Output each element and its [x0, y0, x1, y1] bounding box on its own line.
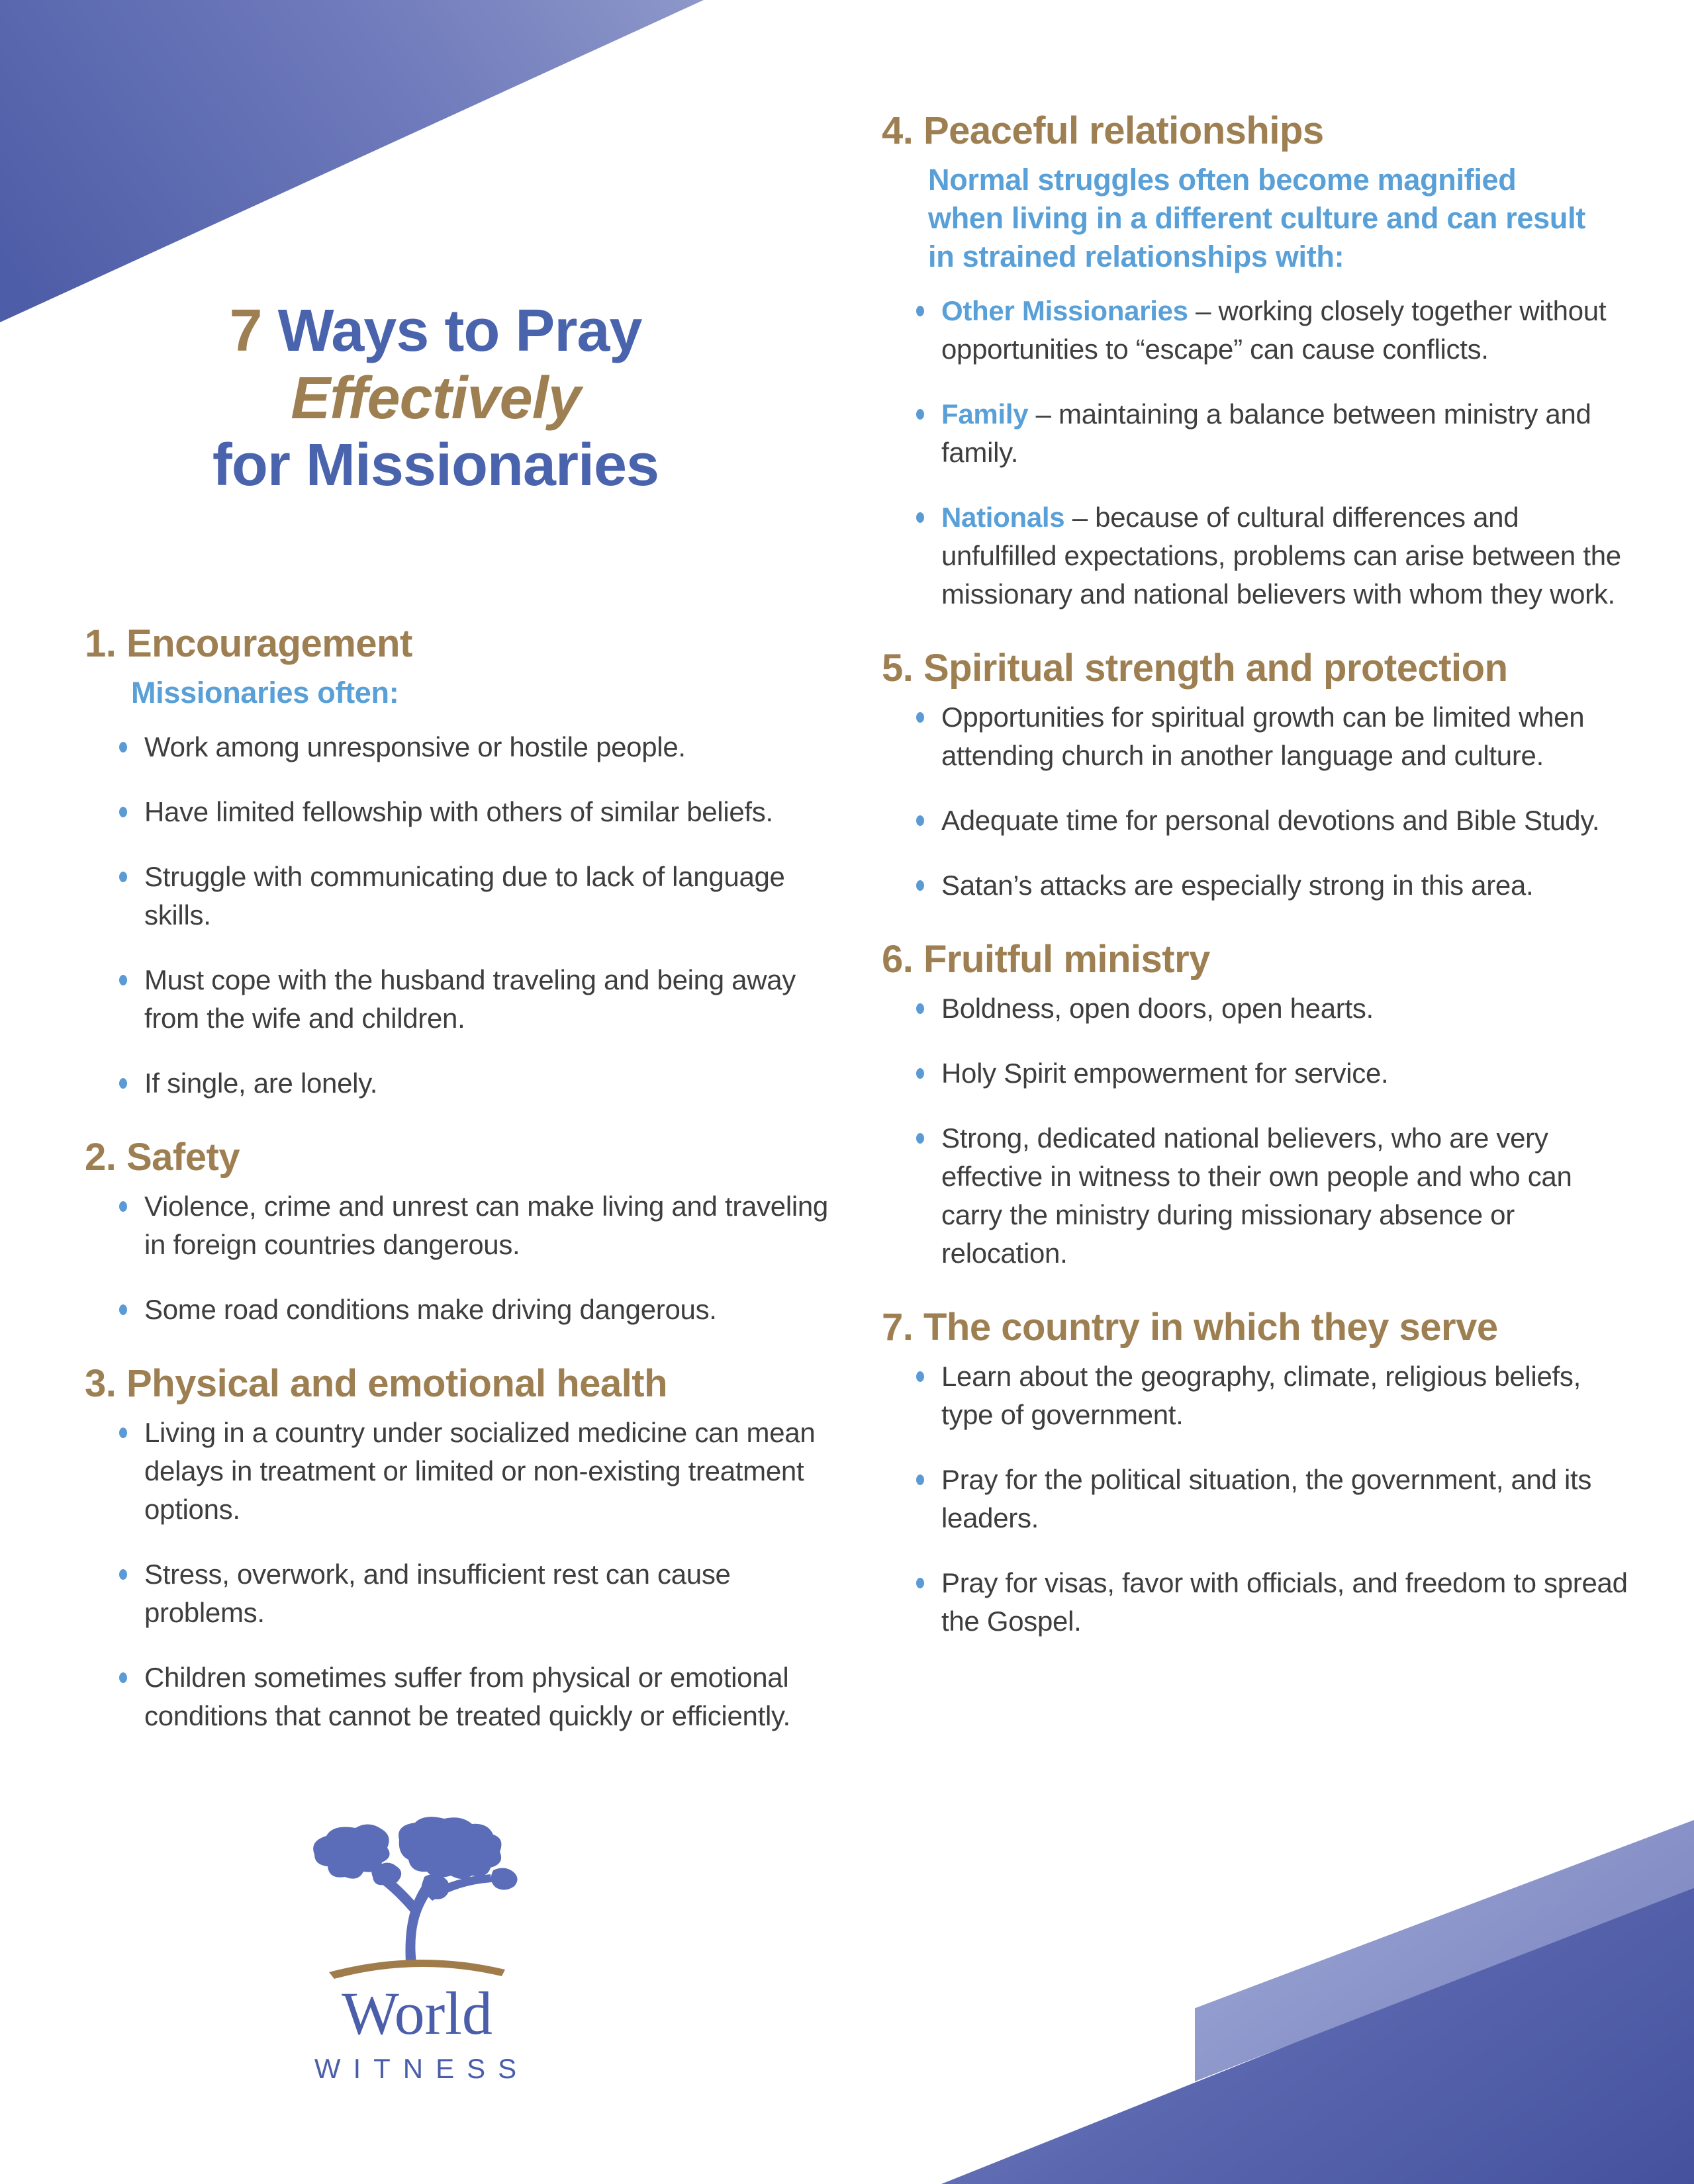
- bullet-item: [85, 1659, 849, 1735]
- bullet-text: Satan’s attacks are especially strong in this area.: [941, 870, 1534, 901]
- bullet-item: [85, 1291, 849, 1329]
- section-fruitful-ministry: [882, 938, 1630, 1273]
- section-header: 2. Safety: [85, 1136, 240, 1179]
- bullet-item: [85, 961, 849, 1038]
- bullet-text: Holy Spirit empowerment for service.: [941, 1058, 1389, 1089]
- bullet-text: Family – maintaining a balance between ministry and family.: [941, 398, 1591, 469]
- section-encouragement: [85, 622, 849, 1103]
- section-safety: [85, 1136, 849, 1329]
- logo-subname: WITNESS: [314, 2052, 530, 2084]
- bullet-text: Other Missionaries – working closely together without opportunities to “escape” can cause conflicts.: [941, 295, 1607, 365]
- right-column: [882, 109, 1630, 1641]
- bullet-item: [85, 1187, 849, 1264]
- bullet-item: [882, 395, 1630, 472]
- bullet-dot-icon: [916, 1003, 924, 1014]
- bullet-item: [882, 1564, 1630, 1641]
- section-header: 3. Physical and emotional health: [85, 1362, 668, 1406]
- bullet-item: [882, 1119, 1630, 1273]
- bullet-dot-icon: [916, 815, 924, 826]
- title-line-1-text: Ways to Pray: [261, 298, 642, 364]
- title-line-3: for Missionaries: [212, 432, 659, 499]
- bullet-text: Children sometimes suffer from physical or emotional conditions that cannot be treated quickly or efficiently.: [144, 1662, 790, 1732]
- bullet-item: [85, 1555, 849, 1632]
- bullet-item: [882, 1461, 1630, 1537]
- bullet-item: [882, 801, 1630, 840]
- bullet-dot-icon: [916, 880, 924, 891]
- bullet-dot-icon: [916, 712, 924, 723]
- organization-logo: [258, 1813, 576, 2085]
- bullet-item: [85, 1414, 849, 1529]
- bullet-dot-icon: [916, 1475, 924, 1485]
- bullet-text: Pray for the political situation, the government, and its leaders.: [941, 1464, 1592, 1534]
- bullet-item: [882, 1054, 1630, 1093]
- bullet-text: Must cope with the husband traveling and being away from the wife and children.: [144, 964, 796, 1034]
- section-spiritual-strength-and-protection: [882, 647, 1630, 905]
- bullet-item: [85, 1064, 849, 1103]
- world-tree-logo-icon: [295, 1813, 540, 1980]
- bullet-dot-icon: [119, 1672, 127, 1683]
- bullet-dot-icon: [916, 409, 924, 420]
- bullet-dot-icon: [119, 1078, 127, 1089]
- section-header: 6. Fruitful ministry: [882, 938, 1210, 981]
- bullet-text: Some road conditions make driving dangerous.: [144, 1294, 717, 1326]
- bullet-text: Pray for visas, favor with officials, and freedom to spread the Gospel.: [941, 1567, 1628, 1637]
- bullet-item: [882, 292, 1630, 369]
- bullet-dot-icon: [916, 1371, 924, 1382]
- section-subtitle: Missionaries often:: [131, 676, 399, 710]
- bullet-item: [882, 989, 1630, 1028]
- bullet-text: Nationals – because of cultural differences and unfulfilled expectations, problems can arise between the missionary and national believers with whom they work.: [941, 502, 1621, 610]
- bullet-text: If single, are lonely.: [144, 1068, 378, 1099]
- bullet-item: [882, 1357, 1630, 1434]
- bullet-text: Strong, dedicated national believers, who are very effective in witness to their own people and who can carry the ministry during missionary absence or relocation.: [941, 1122, 1572, 1269]
- bullet-dot-icon: [119, 1201, 127, 1212]
- bullet-dot-icon: [916, 306, 924, 316]
- bullet-item: [882, 498, 1630, 614]
- section-peaceful-relationships: [882, 109, 1630, 614]
- title-line-1: [85, 298, 786, 365]
- bullet-text: Struggle with communicating due to lack of language skills.: [144, 861, 785, 931]
- section-physical-and-emotional-health: [85, 1362, 849, 1735]
- bullet-dot-icon: [119, 742, 127, 752]
- bullet-dot-icon: [916, 1068, 924, 1079]
- bullet-dot-icon: [119, 1428, 127, 1438]
- bullet-text: Learn about the geography, climate, religious beliefs, type of government.: [941, 1361, 1581, 1431]
- section-the-country-in-which-they-serve: [882, 1306, 1630, 1641]
- bullet-dot-icon: [119, 1569, 127, 1580]
- bullet-text: Adequate time for personal devotions and Bible Study.: [941, 805, 1600, 837]
- section-header: 4. Peaceful relationships: [882, 109, 1324, 152]
- section-header: 5. Spiritual strength and protection: [882, 647, 1508, 690]
- bullet-dot-icon: [916, 512, 924, 523]
- bullet-dot-icon: [119, 1304, 127, 1315]
- bullet-text: Work among unresponsive or hostile people.: [144, 731, 686, 763]
- section-header: 1. Encouragement: [85, 622, 412, 665]
- left-column: [85, 622, 849, 1735]
- bullet-lead: Other Missionaries: [941, 295, 1196, 327]
- logo-name: World: [342, 1979, 493, 2047]
- bullet-text: Stress, overwork, and insufficient rest can cause problems.: [144, 1559, 731, 1629]
- section-header: 7. The country in which they serve: [882, 1306, 1498, 1349]
- bullet-dot-icon: [119, 807, 127, 817]
- corner-triangle-top-left: [0, 0, 704, 322]
- bullet-lead: Nationals: [941, 502, 1072, 533]
- bullet-item: [85, 728, 849, 766]
- bullet-dot-icon: [119, 975, 127, 985]
- bullet-item: [882, 866, 1630, 905]
- bullet-text: Opportunities for spiritual growth can be limited when attending church in another language and culture.: [941, 702, 1585, 772]
- bullet-item: [85, 793, 849, 831]
- bullet-text: Living in a country under socialized medicine can mean delays in treatment or limited or non-existing treatment options.: [144, 1417, 816, 1525]
- bullet-text: Violence, crime and unrest can make living and traveling in foreign countries dangerous.: [144, 1191, 828, 1261]
- bullet-item: [85, 858, 849, 934]
- title-number: 7: [229, 298, 262, 364]
- bullet-lead: Family: [941, 398, 1036, 430]
- bullet-dot-icon: [916, 1578, 924, 1588]
- bullet-dot-icon: [916, 1133, 924, 1144]
- bullet-text: Have limited fellowship with others of similar beliefs.: [144, 796, 773, 828]
- page-title: [85, 298, 786, 500]
- title-line-2: Effectively: [291, 365, 581, 432]
- bullet-dot-icon: [119, 872, 127, 882]
- bullet-text: Boldness, open doors, open hearts.: [941, 993, 1374, 1024]
- section-subtitle: Normal struggles often become magnified when living in a different culture and can result in strained relationships with:: [928, 163, 1585, 274]
- bullet-item: [882, 698, 1630, 775]
